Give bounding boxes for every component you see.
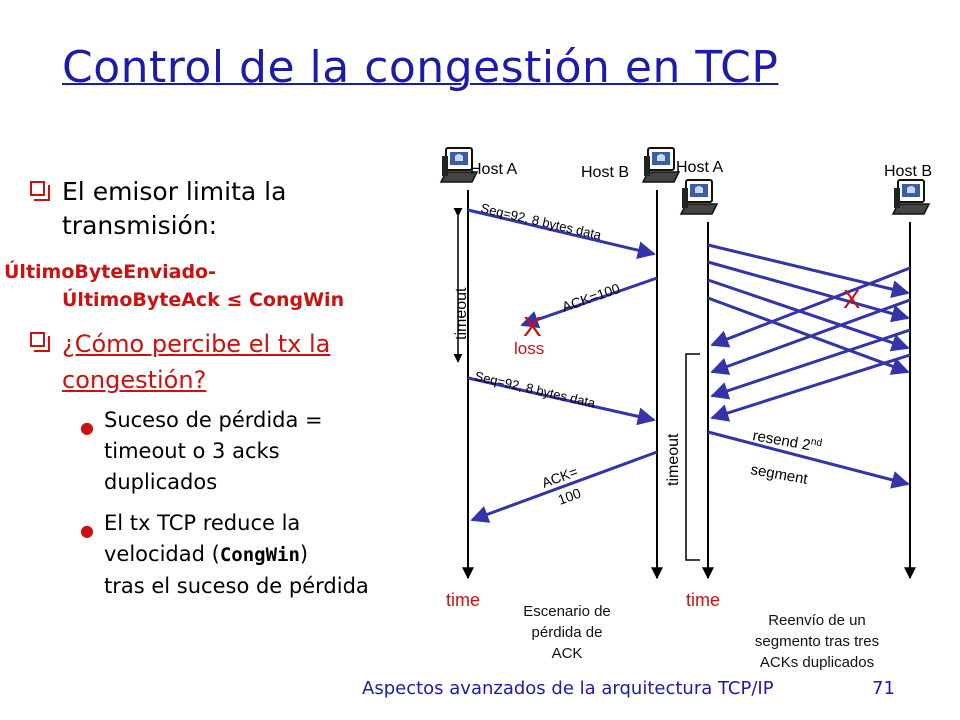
- d1-caption-line2: pérdida de: [531, 624, 603, 641]
- d1-loss-label: loss: [514, 339, 545, 358]
- footer-page-number: 71: [872, 678, 895, 699]
- bullet-emisor: El emisor limita la transmisión:: [30, 175, 286, 243]
- d2-ack-1-arrow: [712, 268, 910, 345]
- d1-caption-line3: ACK: [551, 645, 583, 662]
- sub-bullet-reduce: ● El tx TCP reduce la velocidad (CongWin) tras el suceso de pérdida: [80, 511, 369, 598]
- d1-ack2-label-line2: 100: [555, 484, 583, 508]
- d1-seq2-label: Seq=92, 8 bytes data: [473, 368, 597, 411]
- d2-time-label: time: [686, 590, 721, 610]
- congwin-code: CongWin: [219, 544, 300, 566]
- d1-caption-line1: Escenario de: [523, 603, 611, 620]
- d1-host-a-label: Host A: [470, 161, 518, 178]
- bullet-percepcion[interactable]: ¿Cómo percibe el tx la congestión?: [30, 326, 330, 398]
- d2-caption-line2: segmento tras tres: [754, 633, 880, 650]
- d2-host-b-label: Host B: [884, 163, 933, 180]
- d2-host-a-label: Host A: [676, 159, 724, 176]
- d2-timeout-label: timeout: [665, 433, 682, 486]
- sub-bullet-perdida: ● Suceso de pérdida = timeout o 3 acks duplicados: [80, 408, 323, 494]
- d2-host-b-computer-icon: [893, 180, 929, 214]
- d2-caption-line3: ACKs duplicados: [759, 654, 875, 671]
- footer-course-title: Aspectos avanzados de la arquitectura TCP/IP: [362, 678, 774, 699]
- d1-ack2-label-line1: ACK=: [539, 463, 580, 491]
- d1-ack2-arrow: [472, 452, 657, 520]
- d2-host-a-computer-icon: [681, 180, 717, 214]
- slide-title: Control de la congestión en TCP: [62, 42, 779, 93]
- d1-loss-x-mark: X: [523, 311, 542, 342]
- sub-bullet-icon: ●: [80, 521, 94, 540]
- d1-timeout-label: timeout: [453, 287, 470, 340]
- d1-seq1-label: Seq=92, 8 bytes data: [479, 200, 603, 243]
- d2-loss-x-mark: X: [843, 284, 861, 314]
- d2-caption-line1: Reenvío de un: [768, 612, 866, 629]
- sub-bullet-icon: ●: [80, 418, 94, 437]
- d2-resend-label-line1: resend 2nd: [751, 427, 823, 455]
- congwin-formula: ÚltimoByteEnviado- ÚltimoByteAck ≤ CongWin: [4, 261, 345, 311]
- d1-ack1-label: ACK=100: [559, 280, 623, 315]
- d1-time-label: time: [446, 590, 481, 610]
- d1-host-b-label: Host B: [581, 164, 630, 181]
- d2-timeout-bracket: [686, 354, 700, 560]
- host-b-computer-icon: [643, 148, 679, 182]
- d2-resend-label-line2: segment: [749, 461, 809, 488]
